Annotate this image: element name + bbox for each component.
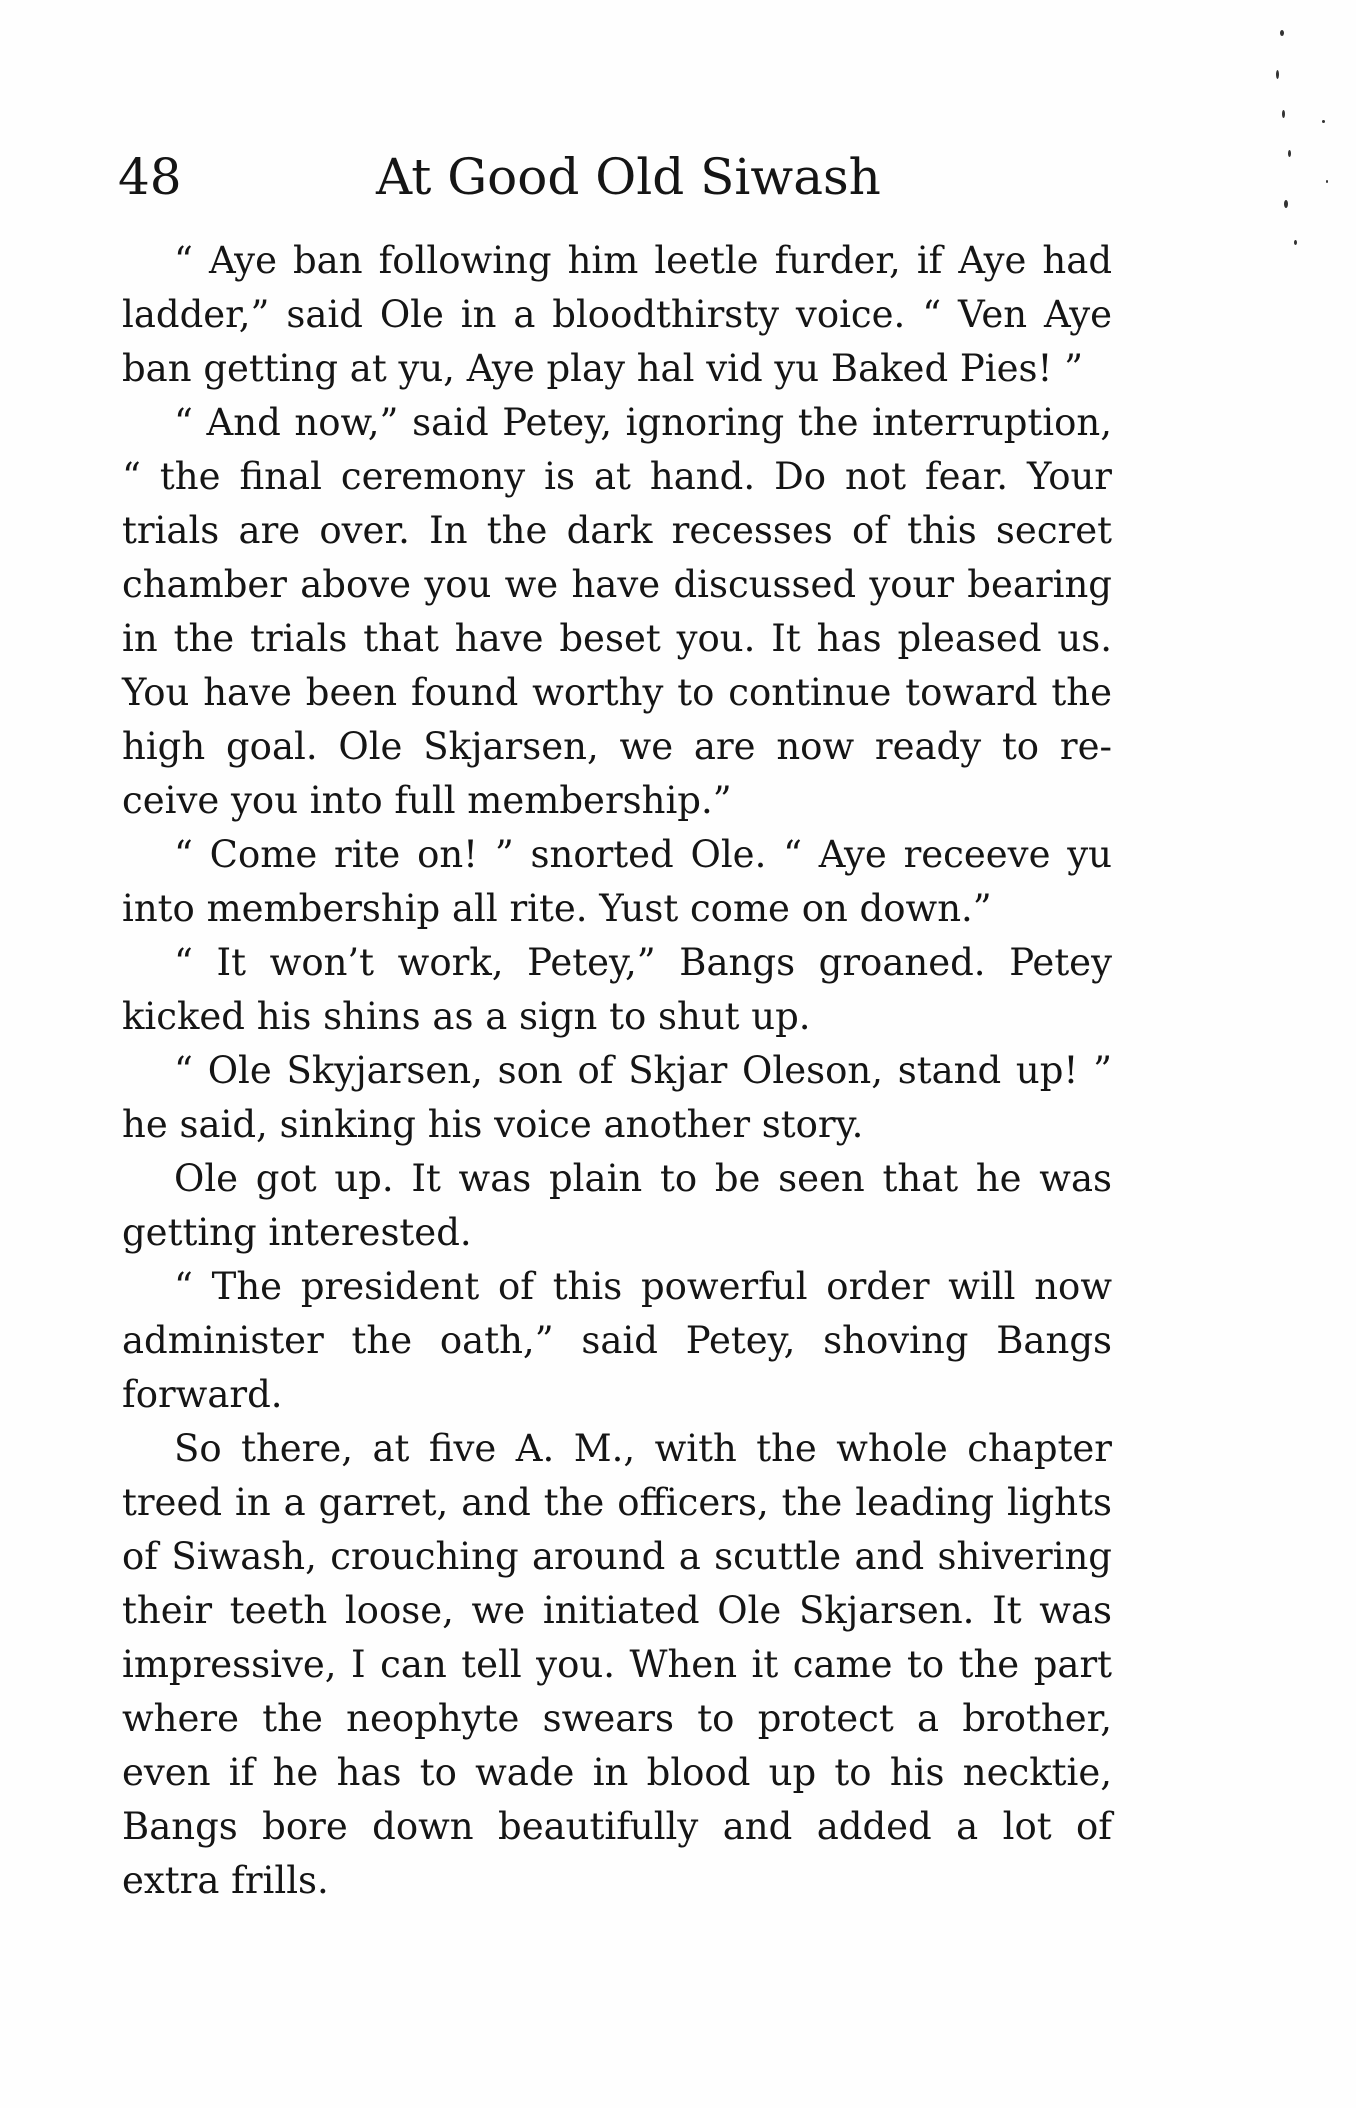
running-title: At Good Old Siwash [376,148,881,206]
scan-speck [1326,180,1328,183]
page-number: 48 [118,148,182,206]
scan-speck [1282,110,1285,118]
page-header [118,142,1108,212]
scan-speck [1284,200,1288,208]
scan-speck [1294,240,1297,245]
paragraph: So there, at five A. M., with the whole chapter treed in a garret, and the officers, the leading lights of Siwash, crouching around a scuttle and shivering their teeth loose, we initiated Ole Skjarsen. It was impressive, I can tell you. When it came to the part where the neophyte swears to protect a brother, even if he has to wade in blood up to his necktie, Bangs bore down beautifully and added a lot of extra frills. [122,1427,1112,1902]
paragraph: “ It won’t work, Petey,” Bangs groaned. Petey kicked his shins as a sign to shut up. [122,941,1112,1038]
paragraph: “ Ole Skyjarsen, son of Skjar Oleson, stand up! ” he said, sinking his voice another story. [122,1049,1112,1146]
scan-speck [1322,120,1325,123]
paragraph: “ And now,” said Petey, ignoring the interruption, “ the final ceremony is at hand. Do not fear. Your trials are over. In the dark recesses of this secret chamber above you we have discussed your bearing in the trials that have beset you. It has pleased us. You have been found worthy to continue toward the high goal. Ole Skjarsen, we are now ready to receive you into full membership.” [122,401,1112,822]
paragraph: Ole got up. It was plain to be seen that he was getting interested. [122,1157,1112,1254]
scan-speck [1288,150,1291,157]
paragraph: “ Come rite on! ” snorted Ole. “ Aye receeve yu into membership all rite. Yust come on down.” [122,833,1112,930]
body-text [122,234,1112,1908]
scan-margin-specks [1236,0,1356,300]
scan-speck [1276,70,1279,79]
paragraph: “ The president of this powerful order will now administer the oath,” said Petey, shoving Bangs forward. [122,1265,1112,1416]
scan-speck [1280,30,1284,36]
paragraph: “ Aye ban following him leetle furder, if Aye had ladder,” said Ole in a bloodthirsty voice. “ Ven Aye ban getting at yu, Aye play hal vid yu Baked Pies! ” [122,239,1112,390]
